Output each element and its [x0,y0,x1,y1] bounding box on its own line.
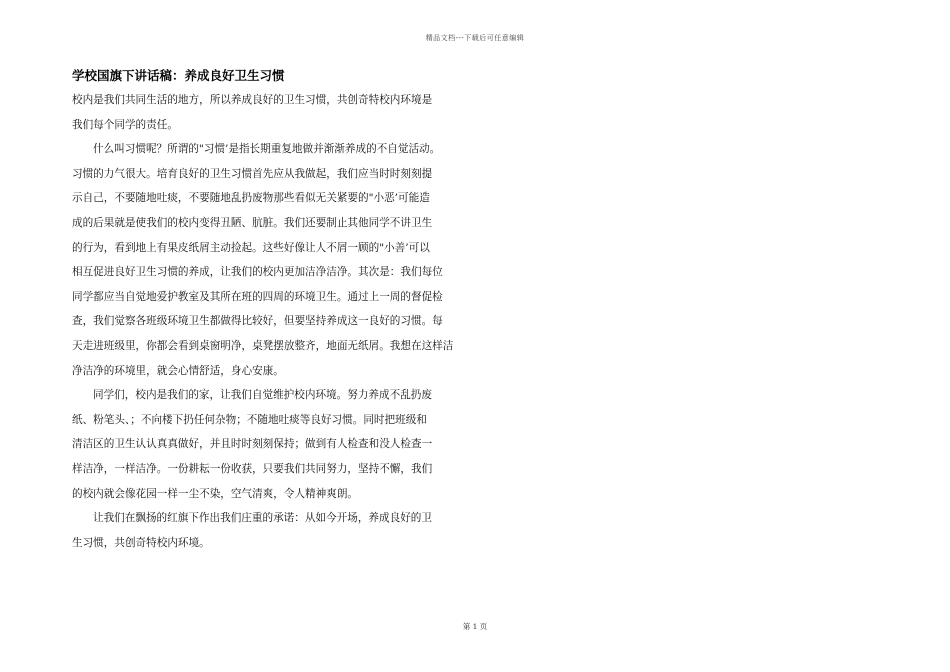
document-body [72,88,542,555]
header-note: 精品文档---下载后可任意编辑 [425,34,525,42]
text-line: 净洁净的环境里，就会心情舒适，身心安康。 [72,364,284,377]
text-line: 校内是我们共同生活的地方，所以养成良好的卫生习惯，共创奇特校内环境是 [72,94,433,106]
text-line: 天走进班级里，你都会看到桌窗明净，桌凳摆放整齐，地面无纸屑。我想在这样洁 [72,339,454,352]
document-title: 学校国旗下讲话稿：养成良好卫生习惯 [72,68,285,83]
text-line: 纸、粉笔头、；不向楼下扔任何杂物；不随地吐痰等良好习惯。同时把班级和 [72,413,427,426]
text-line: 样洁净，一样洁净。一份耕耘一份收获，只要我们共同努力，坚持不懈，我们 [72,462,433,475]
text-line: 相互促进良好卫生习惯的养成，让我们的校内更加洁净洁净。其次是：我们每位 [72,266,443,279]
text-line: 查，我们觉察各班级环境卫生都做得比较好，但要坚持养成这一良好的习惯。每 [72,315,443,328]
text-line: 清洁区的卫生认认真真做好，并且时时刻刻保持；做到有人检查和没人检查一 [72,438,433,451]
text-line: 习惯的力气很大。培育良好的卫生习惯首先应从我做起，我们应当时时刻刻提 [72,167,433,180]
text-line: 成的后果就是使我们的校内变得丑陋、肮脏。我们还要制止其他同学不讲卫生 [72,216,433,229]
text-line: 生习惯，共创奇特校内环境。 [72,536,210,549]
text-line: 让我们在飘扬的红旗下作出我们庄重的承诺：从如今开场，养成良好的卫 [93,512,432,525]
text-line: 示自己，不要随地吐痰，不要随地乱扔废物那些看似无关紧要的"小恶’可能造 [72,192,430,205]
text-line: 同学都应当自觉地爱护教室及其所在班的四周的环境卫生。通过上一周的督促检 [72,290,443,303]
page-number: 第 1 页 [462,622,488,631]
text-line: 什么叫习惯呢？所谓的"习惯’是指长期重复地做并渐渐养成的不自觉活动。 [93,143,441,156]
text-line: 我们每个同学的责任。 [72,118,178,131]
paragraph-2 [72,137,542,383]
paragraph-3 [72,383,542,506]
paragraph-1 [72,88,542,137]
text-line: 同学们，校内是我们的家，让我们自觉维护校内环境。努力养成不乱扔废 [93,389,432,402]
text-line: 的行为，看到地上有果皮纸屑主动捡起。这些好像让人不屑一顾的"小善’可以 [72,241,430,254]
text-line: 的校内就会像花园一样一尘不染，空气清爽，令人精神爽朗。 [72,487,359,500]
paragraph-4 [72,506,542,555]
